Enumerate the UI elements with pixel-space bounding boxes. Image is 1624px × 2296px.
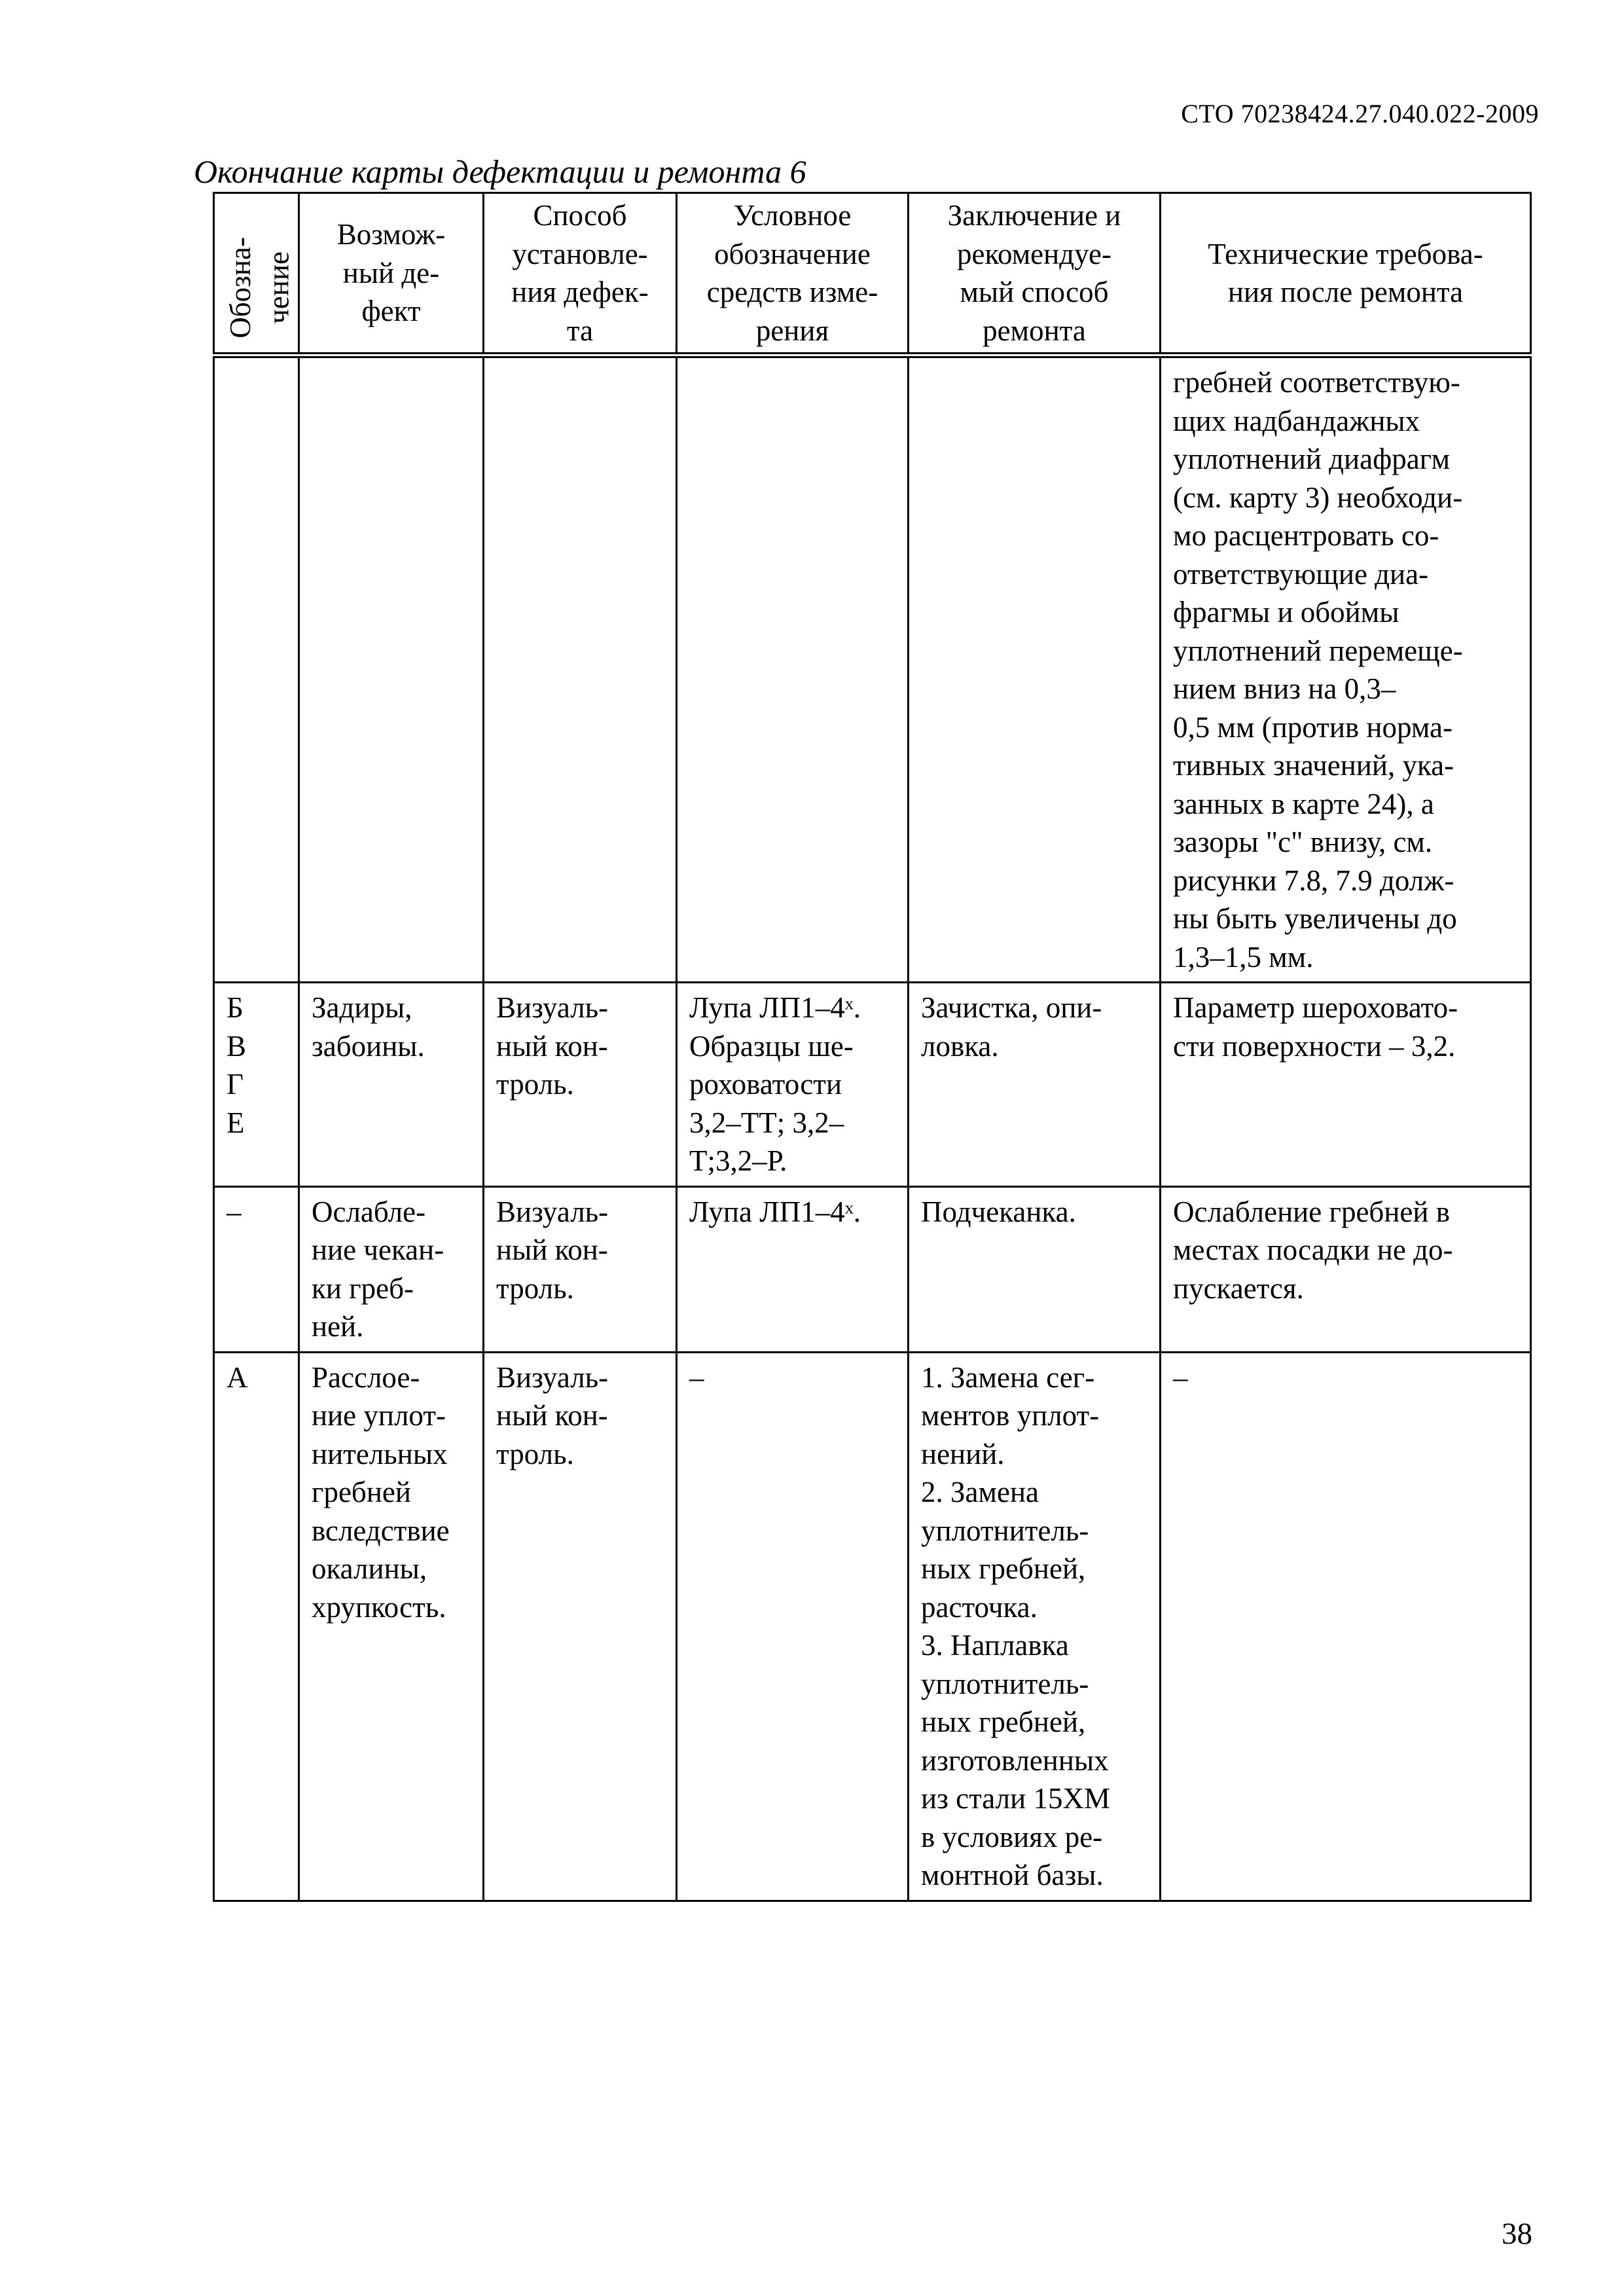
cell-measuring: Лупа ЛП1–4ˣ. Образцы ше- роховатости 3,2–ТТ; 3,2– Т;3,2–Р. [677, 983, 909, 1187]
table-row [214, 1186, 1531, 1352]
cell-defect: Расслое- ние уплот- нительных гребней вследствие окалины, хрупкость. [299, 1352, 484, 1901]
column-header-measuring: Условное обозначение средств изме- рения [677, 193, 909, 355]
cell-detection: Визуаль- ный кон- троль. [484, 983, 677, 1187]
cell-requirements: Ослабление гребней в местах посадки не до- пускается. [1161, 1186, 1531, 1352]
cell-measuring: Лупа ЛП1–4ˣ. [677, 1186, 909, 1352]
designation-header-text: Обозна- чение [224, 236, 295, 338]
cell-detection: Визуаль- ный кон- троль. [484, 1352, 677, 1901]
table-caption: Окончание карты дефектации и ремонта 6 [194, 153, 806, 190]
defect-repair-table [213, 192, 1532, 1902]
document-code: СТО 70238424.27.040.022-2009 [1181, 99, 1539, 128]
column-header-conclusion: Заключение и рекомендуе- мый способ ремонта [909, 193, 1161, 355]
cell-designation: Б В Г Е [214, 983, 299, 1187]
cell-measuring [677, 355, 909, 983]
cell-defect [299, 355, 484, 983]
cell-detection: Визуаль- ный кон- троль. [484, 1186, 677, 1352]
table-row [214, 355, 1531, 983]
cell-designation [214, 355, 299, 983]
cell-conclusion: Подчеканка. [909, 1186, 1161, 1352]
table-header-row [214, 193, 1531, 355]
table-row [214, 1352, 1531, 1901]
cell-conclusion [909, 355, 1161, 983]
column-header-detection: Способ установле- ния дефек- та [484, 193, 677, 355]
cell-requirements: Параметр шероховато- сти поверхности – 3,2. [1161, 983, 1531, 1187]
cell-defect: Ослабле- ние чекан- ки греб- ней. [299, 1186, 484, 1352]
column-header-defect: Возмож- ный де- фект [299, 193, 484, 355]
cell-defect: Задиры, забоины. [299, 983, 484, 1187]
column-header-requirements: Технические требова- ния после ремонта [1161, 193, 1531, 355]
cell-detection [484, 355, 677, 983]
cell-requirements: гребней соответствую- щих надбандажных уплотнений диафрагм (см. карту 3) необходи- мо расцентровать со- ответствующие диа- фрагмы и обоймы уплотнений перемеще- нием вниз на 0,3– 0,5 мм (против норма- тивных значений, ука- занных в карте 24), а зазоры "с" внизу, см. рисунки 7.8, 7.9 долж- ны быть увеличены до 1,3–1,5 мм. [1161, 355, 1531, 983]
cell-designation: А [214, 1352, 299, 1901]
cell-designation: – [214, 1186, 299, 1352]
column-header-designation [214, 193, 299, 355]
page-number: 38 [1502, 2217, 1532, 2251]
cell-conclusion: Зачистка, опи- ловка. [909, 983, 1161, 1187]
cell-measuring: – [677, 1352, 909, 1901]
cell-requirements: – [1161, 1352, 1531, 1901]
table-row [214, 983, 1531, 1187]
cell-conclusion: 1. Замена сег- ментов уплот- нений. 2. Замена уплотнитель- ных гребней, расточка. 3. Наплавка уплотнитель- ных гребней, изготовленных из стали 15ХМ в условиях ре- монтной базы. [909, 1352, 1161, 1901]
